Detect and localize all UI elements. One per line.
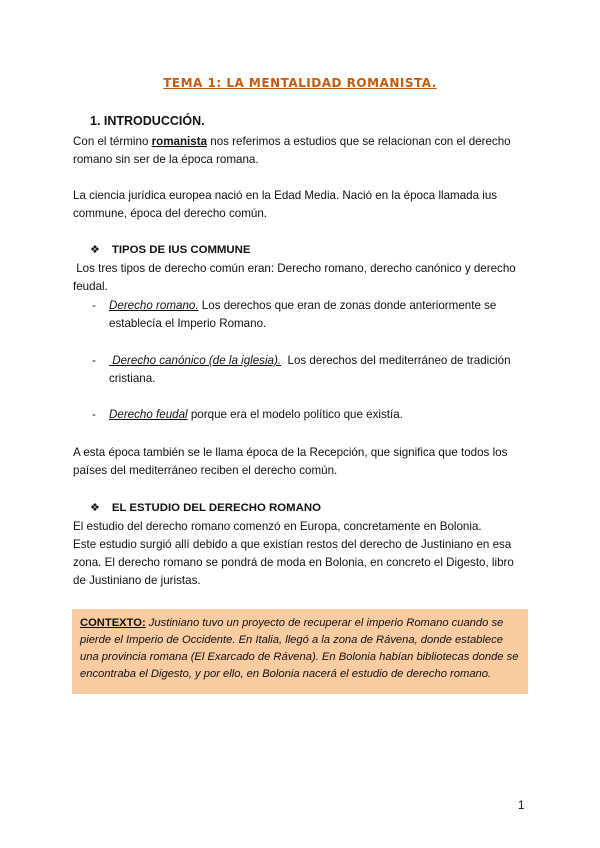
contexto-line2: pierde el Imperio de Occidente. En Italia, llegó a la zona de Rávena, donde establece bbox=[80, 634, 503, 646]
list-item-line2: cristiana. bbox=[109, 372, 156, 385]
intro-p2-line1: La ciencia jurídica europea nació en la Edad Media. Nació en la época llamada ius bbox=[73, 189, 498, 202]
estudio-paragraph bbox=[73, 518, 535, 590]
list-item-text: Derecho feudal porque era el modelo político que existía. bbox=[109, 408, 403, 421]
term-romanista: romanista bbox=[151, 135, 208, 148]
diamond-bullet-icon: ❖ bbox=[90, 244, 100, 256]
contexto-label: CONTEXTO: bbox=[80, 617, 146, 629]
page-number: 1 bbox=[518, 800, 525, 812]
estudio-line1: El estudio del derecho romano comenzó en Europa, concretamente en Bolonia. bbox=[73, 520, 482, 533]
recepcion-line2: países del mediterráneo reciben el derecho común. bbox=[73, 464, 338, 477]
list-item-text: Derecho canónico (de la iglesia). Los derechos del mediterráneo de tradición bbox=[109, 354, 511, 367]
list-item-text: Derecho romano. Los derechos que eran de zonas donde anteriormente se bbox=[109, 299, 497, 312]
diamond-bullet-icon: ❖ bbox=[90, 502, 100, 514]
recepcion-paragraph bbox=[73, 444, 535, 480]
dash-bullet: - bbox=[92, 299, 96, 312]
contexto-line4: encontraba el Digesto, y por ello, en Bolonia nacerá el estudio de derecho romano. bbox=[80, 668, 492, 680]
ius-intro-line2: feudal. bbox=[73, 280, 108, 293]
dash-bullet: - bbox=[92, 408, 96, 421]
list-item-derecho-canonico bbox=[92, 352, 532, 388]
intro-p1-line1: Con el término romanista nos referimos a estudios que se relacionan con el derecho bbox=[73, 135, 511, 148]
estudio-line4: de Justiniano de juristas. bbox=[73, 574, 201, 587]
estudio-line2: Este estudio surgió allí debido a que existían restos del derecho de Justiniano en esa bbox=[73, 538, 512, 551]
subheading-text: EL ESTUDIO DEL DERECHO ROMANO bbox=[111, 502, 321, 514]
contexto-callout bbox=[72, 609, 528, 694]
intro-p1-line2: romano sin ser de la época romana. bbox=[73, 153, 259, 166]
term-derecho-feudal: Derecho feudal bbox=[109, 408, 188, 421]
term-derecho-romano: Derecho romano. bbox=[109, 299, 199, 312]
list-item-derecho-romano bbox=[92, 297, 532, 333]
contexto-line3: una provincia romana (El Exarcado de Rávena). En Bolonia habían bibliotecas donde se bbox=[80, 651, 519, 663]
estudio-line3: zona. El derecho romano se pondrá de moda en Bolonia, en concreto el Digesto, libro bbox=[73, 556, 514, 569]
dash-bullet: - bbox=[92, 354, 96, 367]
recepcion-line1: A esta época también se le llama época de la Recepción, que significa que todos los bbox=[73, 446, 508, 459]
document-title: TEMA 1: LA MENTALIDAD ROMANISTA. bbox=[163, 76, 437, 90]
list-item-derecho-feudal bbox=[92, 406, 532, 424]
intro-paragraph-2 bbox=[73, 187, 535, 223]
intro-paragraph-1 bbox=[73, 133, 535, 169]
ius-commune-intro bbox=[73, 260, 535, 296]
subheading-estudio-derecho-romano bbox=[90, 499, 321, 517]
section-heading-introduccion: 1. INTRODUCCIÓN. bbox=[90, 114, 205, 128]
subheading-text: TIPOS DE IUS COMMUNE bbox=[111, 244, 251, 256]
ius-intro-line1: Los tres tipos de derecho común eran: Derecho romano, derecho canónico y derecho bbox=[73, 262, 516, 275]
term-derecho-canonico: Derecho canónico (de la iglesia). bbox=[109, 354, 282, 367]
intro-p2-line2: commune, época del derecho común. bbox=[73, 207, 267, 220]
contexto-line1: CONTEXTO: Justiniano tuvo un proyecto de recuperar el imperio Romano cuando se bbox=[80, 617, 504, 629]
subheading-tipos-ius-commune bbox=[90, 241, 250, 259]
list-item-line2: establecía el Imperio Romano. bbox=[109, 317, 267, 330]
